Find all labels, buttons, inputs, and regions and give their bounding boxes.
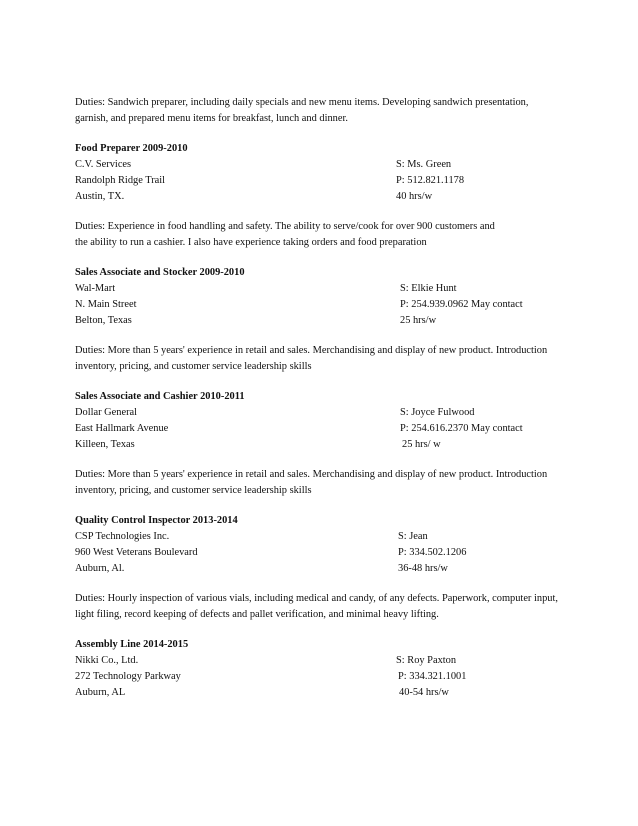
job-row (75, 281, 565, 297)
employer-name: CSP Technologies Inc. (75, 531, 170, 542)
job-row (75, 189, 565, 205)
duties-line: Duties: Experience in food handling and safety. The ability to serve/cook for over 900 customers and (75, 221, 495, 232)
job-row (75, 421, 565, 437)
duties-line: inventory, pricing, and customer service leadership skills (75, 485, 312, 496)
hours: 40 hrs/w (396, 191, 433, 202)
employer-city: Belton, Texas (75, 315, 132, 326)
job-title: Sales Associate and Cashier 2010-2011 (75, 391, 245, 402)
job-sales-associate-cashier (75, 389, 565, 499)
hours: 25 hrs/ w (402, 439, 441, 450)
job-row (75, 173, 565, 189)
job-row (75, 561, 565, 577)
phone: P: 254.939.0962 May contact (400, 299, 523, 310)
job-row (75, 529, 565, 545)
intro-duties-line: Duties: Sandwich preparer, including daily specials and new menu items. Developing sandwich presentation, (75, 97, 529, 108)
duties-line: Duties: Hourly inspection of various vials, including medical and candy, of any defects. Paperwork, computer input, (75, 593, 558, 604)
job-sales-associate-stocker (75, 265, 565, 375)
employer-address: 960 West Veterans Boulevard (75, 547, 198, 558)
job-row (75, 669, 565, 685)
supervisor: S: Jean (398, 531, 428, 542)
employer-address: N. Main Street (75, 299, 137, 310)
employer-address: 272 Technology Parkway (75, 671, 181, 682)
supervisor: S: Ms. Green (396, 159, 452, 170)
employer-city: Auburn, AL (75, 687, 126, 698)
duties-line: Duties: More than 5 years' experience in retail and sales. Merchandising and display of new product. Introduction (75, 345, 548, 356)
job-duties (75, 343, 565, 375)
duties-line: Duties: More than 5 years' experience in retail and sales. Merchandising and display of new product. Introduction (75, 469, 548, 480)
job-row (75, 653, 565, 669)
intro-duties (75, 95, 565, 127)
job-quality-control-inspector (75, 513, 565, 623)
hours: 25 hrs/w (400, 315, 437, 326)
employer-city: Killeen, Texas (75, 439, 135, 450)
phone: P: 254.616.2370 May contact (400, 423, 523, 434)
job-row (75, 405, 565, 421)
employer-name: Wal-Mart (75, 283, 116, 294)
job-title: Sales Associate and Stocker 2009-2010 (75, 267, 245, 278)
job-assembly-line (75, 637, 565, 701)
phone: P: 512.821.1178 (396, 175, 465, 186)
phone: P: 334.502.1206 (398, 547, 467, 558)
job-row (75, 545, 565, 561)
duties-line: inventory, pricing, and customer service leadership skills (75, 361, 312, 372)
intro-duties-line: garnish, and prepared menu items for breakfast, lunch and dinner. (75, 113, 348, 124)
employer-city: Auburn, Al. (75, 563, 125, 574)
duties-line: the ability to run a cashier. I also have experience taking orders and food preparation (75, 237, 427, 248)
job-food-preparer (75, 141, 565, 251)
job-title: Quality Control Inspector 2013-2014 (75, 515, 238, 526)
job-row (75, 437, 565, 453)
resume-page (75, 95, 565, 701)
employer-name: Nikki Co., Ltd. (75, 655, 139, 666)
job-duties (75, 219, 565, 251)
supervisor: S: Joyce Fulwood (400, 407, 475, 418)
job-row (75, 297, 565, 313)
job-row (75, 157, 565, 173)
employer-address: East Hallmark Avenue (75, 423, 169, 434)
supervisor: S: Elkie Hunt (400, 283, 457, 294)
job-duties (75, 467, 565, 499)
job-title: Food Preparer 2009-2010 (75, 143, 188, 154)
hours: 40-54 hrs/w (399, 687, 449, 698)
job-row (75, 313, 565, 329)
employer-name: Dollar General (75, 407, 138, 418)
duties-line: light filing, record keeping of defects and pallet verification, and minimal heavy lifting. (75, 609, 439, 620)
job-title: Assembly Line 2014-2015 (75, 639, 189, 650)
supervisor: S: Roy Paxton (396, 655, 457, 666)
employer-address: Randolph Ridge Trail (75, 175, 166, 186)
job-row (75, 685, 565, 701)
employer-city: Austin, TX. (75, 191, 125, 202)
phone: P: 334.321.1001 (398, 671, 467, 682)
employer-name: C.V. Services (75, 159, 132, 170)
hours: 36-48 hrs/w (398, 563, 448, 574)
job-duties (75, 591, 565, 623)
